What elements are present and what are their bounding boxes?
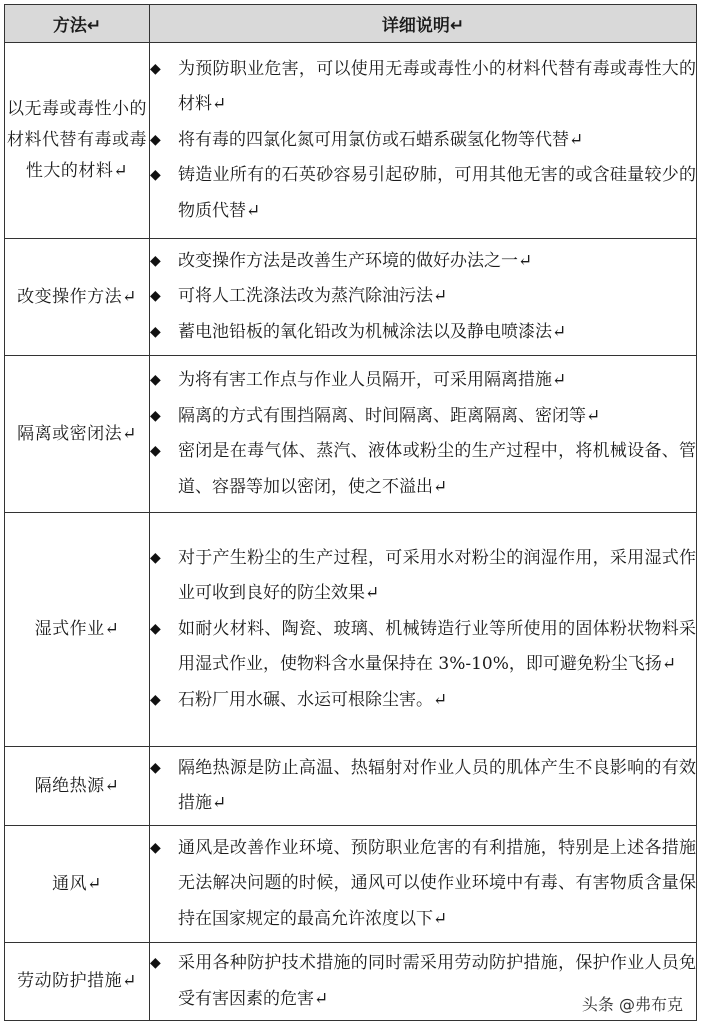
table-row	[5, 826, 697, 943]
detail-bullet	[150, 158, 696, 229]
bullet-text: 铸造业所有的石英砂容易引起矽肺，可用其他无害的或含硅量较少的物质代替↵	[178, 165, 696, 221]
bullet-text: 对于产生粉尘的生产过程，可采用水对粉尘的润湿作用，采用湿式作业可收到良好的防尘效果↵	[178, 547, 696, 604]
detail-bullet	[150, 315, 696, 351]
table-body	[5, 43, 697, 1021]
detail-bullet	[150, 123, 696, 159]
method-cell: 通风↵	[5, 826, 150, 943]
diamond-bullet-icon: ◆	[150, 443, 161, 459]
detail-bullet	[150, 399, 696, 435]
diamond-bullet-icon: ◆	[150, 620, 161, 637]
detail-bullet	[150, 831, 696, 938]
bullet-text: 可将人工洗涤法改为蒸汽除油污法↵	[178, 286, 448, 307]
diamond-bullet-icon: ◆	[150, 60, 161, 77]
method-cell: 湿式作业↵	[5, 513, 150, 747]
detail-cell	[150, 356, 697, 513]
methods-table	[4, 4, 697, 1021]
method-cell: 隔离或密闭法↵	[5, 356, 150, 513]
detail-cell	[150, 747, 697, 826]
bullet-text: 将有毒的四氯化氮可用氯仿或石蜡系碳氢化物等代替↵	[178, 129, 584, 150]
table-row	[5, 43, 697, 239]
method-cell: 以无毒或毒性小的材料代替有毒或毒性大的材料↵	[5, 43, 150, 239]
bullet-text: 隔绝热源是防止高温、热辐射对作业人员的肌体产生不良影响的有效措施↵	[178, 757, 696, 813]
table-row	[5, 747, 697, 826]
diamond-bullet-icon: ◆	[150, 167, 161, 184]
detail-cell	[150, 239, 697, 356]
detail-bullet	[150, 541, 696, 612]
detail-bullet	[150, 751, 696, 822]
diamond-bullet-icon: ◆	[150, 691, 161, 708]
header-method: 方法↵	[5, 5, 150, 43]
table-row	[5, 356, 697, 513]
table-header-row	[5, 5, 697, 43]
diamond-bullet-icon: ◆	[150, 252, 161, 269]
diamond-bullet-icon: ◆	[150, 549, 161, 566]
table-row	[5, 239, 697, 356]
diamond-bullet-icon: ◆	[150, 759, 161, 776]
bullet-text: 通风是改善作业环境、预防职业危害的有利措施，特别是上述各措施无法解决问题的时候，通风可以使作业环境中有毒、有害物质含量保持在国家规定的最高允许浓度以下↵	[178, 837, 696, 929]
detail-cell	[150, 43, 697, 239]
detail-bullet	[150, 279, 696, 315]
bullet-text: 改变操作方法是改善生产环境的做好办法之一↵	[178, 250, 533, 271]
diamond-bullet-icon: ◆	[150, 131, 161, 148]
bullet-text: 石粉厂用水碾、水运可根除尘害。↵	[178, 689, 448, 710]
diamond-bullet-icon: ◆	[150, 372, 161, 388]
detail-cell	[150, 826, 697, 943]
method-cell: 改变操作方法↵	[5, 239, 150, 356]
detail-bullet	[150, 434, 696, 505]
diamond-bullet-icon: ◆	[150, 288, 161, 305]
method-cell: 劳动防护措施↵	[5, 943, 150, 1021]
table-row	[5, 513, 697, 747]
method-cell: 隔绝热源↵	[5, 747, 150, 826]
bullet-text: 为将有害工作点与作业人员隔开，可采用隔离措施↵	[178, 370, 567, 390]
bullet-text: 隔离的方式有围挡隔离、时间隔离、距离隔离、密闭等↵	[178, 405, 601, 426]
detail-bullet	[150, 244, 696, 280]
diamond-bullet-icon: ◆	[150, 839, 161, 856]
detail-bullet	[150, 683, 696, 719]
detail-cell	[150, 513, 697, 747]
detail-bullet	[150, 612, 696, 683]
diamond-bullet-icon: ◆	[150, 955, 161, 971]
diamond-bullet-icon: ◆	[150, 323, 161, 340]
detail-bullet	[150, 363, 696, 399]
bullet-text: 采用各种防护技术措施的同时需采用劳动防护措施，保护作业人员免受有害因素的危害↵	[178, 953, 696, 1009]
bullet-text: 密闭是在毒气体、蒸汽、液体或粉尘的生产过程中，将机械设备、管道、容器等加以密闭，使之不溢出↵	[178, 441, 696, 497]
bullet-text: 蓄电池铅板的氧化铅改为机械涂法以及静电喷漆法↵	[178, 321, 567, 342]
diamond-bullet-icon: ◆	[150, 407, 161, 424]
header-detail: 详细说明↵	[150, 5, 697, 43]
bullet-text: 为预防职业危害，可以使用无毒或毒性小的材料代替有毒或毒性大的材料↵	[178, 58, 696, 115]
watermark: 头条 @弗布克	[578, 990, 687, 1017]
detail-bullet	[150, 52, 696, 123]
bullet-text: 如耐火材料、陶瓷、玻璃、机械铸造行业等所使用的固体粉状物料采用湿式作业，使物料含水量保持在 3%-10%，即可避免粉尘飞扬↵	[178, 618, 696, 675]
